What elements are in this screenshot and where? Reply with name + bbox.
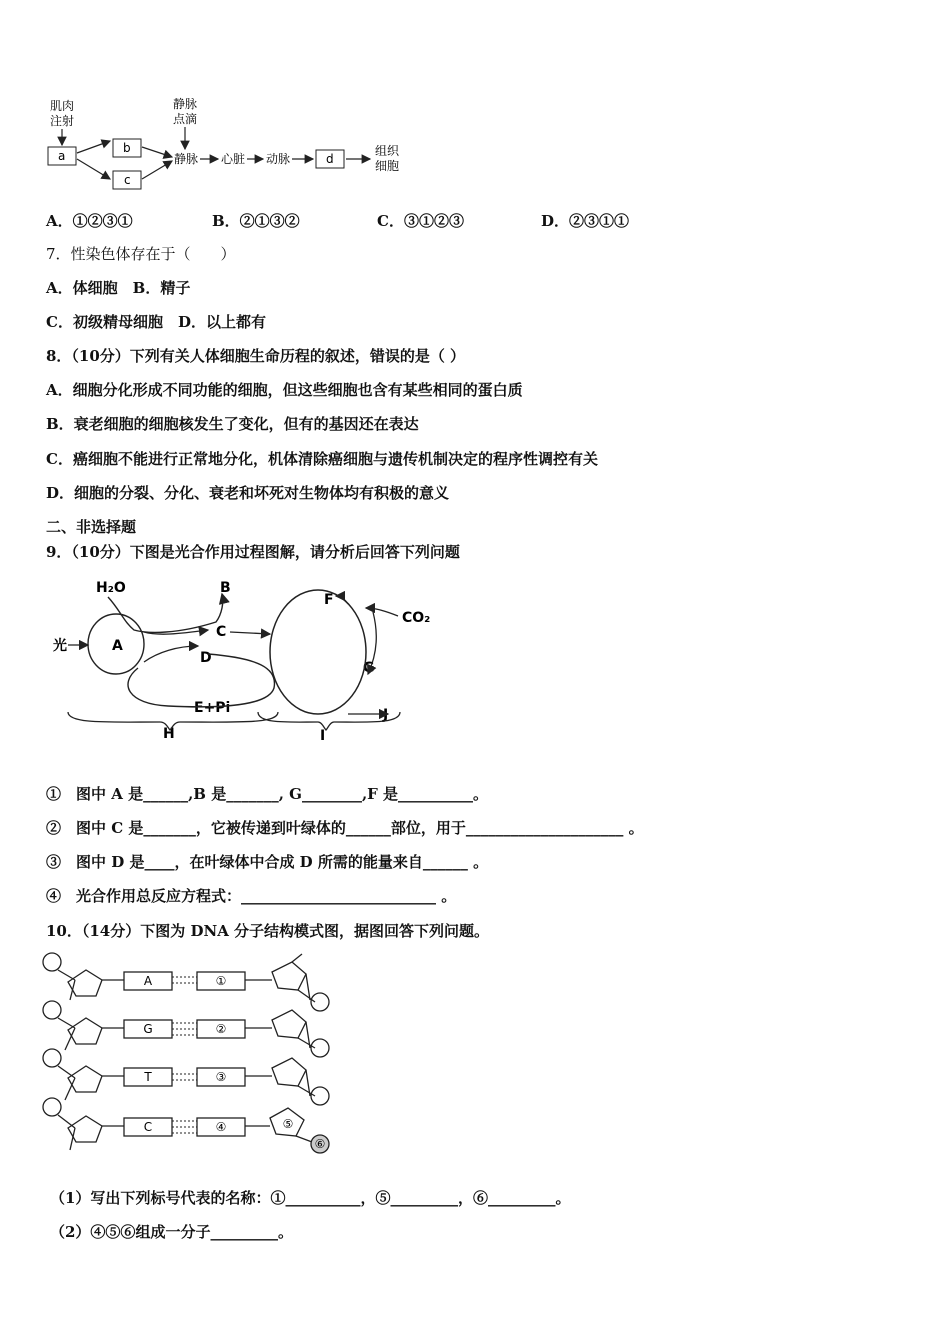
muscle-injection-label-2: 注射: [50, 114, 75, 128]
q9-item-4: ④ 光合作用总反应方程式：__________________________ 。: [46, 887, 457, 905]
q6-option-a: A．①②③①: [46, 212, 133, 230]
q8-option-a: A．细胞分化形成不同功能的细胞，但这些细胞也含有某些相同的蛋白质: [46, 381, 523, 399]
q9-item-2: ② 图中 C 是_______，它被传递到叶绿体的______部位，用于_____________________ 。: [46, 819, 644, 837]
muscle-injection-label: 肌肉: [50, 99, 75, 113]
photosynthesis-diagram: [48, 572, 448, 752]
q8-option-c: C．癌细胞不能进行正常地分化，机体清除癌细胞与遗传机制决定的程序性调控有关: [46, 450, 598, 468]
heart-label: 心脏: [221, 152, 246, 166]
d-label: D: [200, 650, 212, 666]
a-label: A: [112, 638, 123, 654]
q7-options-cd: C．初级精母细胞 D．以上都有: [46, 313, 266, 331]
q10-stem: 10．（14分）下图为 DNA 分子结构模式图，据图回答下列问题。: [46, 922, 490, 940]
q10-item-1: （1）写出下列标号代表的名称：①__________，⑤_________，⑥_________。: [50, 1189, 571, 1207]
iv-drip-label-2: 点滴: [173, 112, 198, 126]
dna-base-t: T: [144, 1070, 152, 1084]
q9-item-1: ① 图中 A 是______,B 是_______, G________,F 是__________。: [46, 785, 489, 803]
dna-base-a: A: [143, 974, 153, 988]
dna-base-c: C: [143, 1120, 153, 1134]
q8-option-d: D．细胞的分裂、分化、衰老和坏死对生物体均有积极的意义: [46, 484, 450, 502]
co2-label: CO₂: [402, 610, 431, 626]
box-b: b: [123, 141, 131, 155]
tissue-cell-label-2: 细胞: [375, 159, 400, 173]
q9-item-3: ③ 图中 D 是____，在叶绿体中合成 D 所需的能量来自______ 。: [46, 853, 489, 871]
q6-option-c: C．③①②③: [377, 212, 464, 230]
dna-label-1: ①: [215, 974, 227, 988]
q6-option-b: B．②①③②: [212, 212, 300, 230]
artery-label: 动脉: [266, 152, 291, 166]
q8-stem: 8．（10分）下列有关人体细胞生命历程的叙述，错误的是（ ）: [46, 347, 466, 365]
dna-base-g: G: [143, 1022, 153, 1036]
vein-label: 静脉: [174, 152, 199, 166]
box-a: a: [58, 149, 66, 163]
dna-label-3: ③: [215, 1070, 227, 1084]
section-heading: 二、非选择题: [46, 518, 137, 536]
g-label: G: [363, 660, 375, 676]
dna-label-6: ⑥: [314, 1137, 326, 1151]
q7-options-ab: A．体细胞 B．精子: [46, 279, 191, 297]
q9-stem: 9．（10分）下图是光合作用过程图解，请分析后回答下列问题: [46, 543, 460, 561]
drug-route-diagram: [40, 95, 420, 200]
f-label: F: [324, 592, 334, 608]
dna-label-5: ⑤: [282, 1117, 294, 1131]
q10-item-2: （2）④⑤⑥组成一分子_________。: [50, 1223, 293, 1241]
c-label: C: [216, 624, 227, 640]
b-label: B: [220, 580, 231, 596]
i-label: I: [320, 728, 326, 744]
h-label: H: [163, 726, 175, 742]
iv-drip-label: 静脉: [173, 97, 198, 111]
tissue-cell-label: 组织: [375, 144, 400, 158]
box-d: d: [326, 152, 334, 166]
box-c: c: [124, 173, 131, 187]
j-label: J: [383, 707, 389, 723]
epi-label: E+Pi: [194, 700, 231, 716]
light-label: 光: [53, 638, 67, 654]
dna-label-4: ④: [215, 1120, 227, 1134]
dna-label-2: ②: [215, 1022, 227, 1036]
q6-option-d: D．②③①①: [541, 212, 630, 230]
q8-option-b: B．衰老细胞的细胞核发生了变化，但有的基因还在表达: [46, 415, 419, 433]
dna-structure-diagram: [40, 950, 340, 1160]
h2o-label: H₂O: [96, 580, 126, 596]
q7-stem: 7．性染色体存在于（ ）: [46, 245, 236, 263]
